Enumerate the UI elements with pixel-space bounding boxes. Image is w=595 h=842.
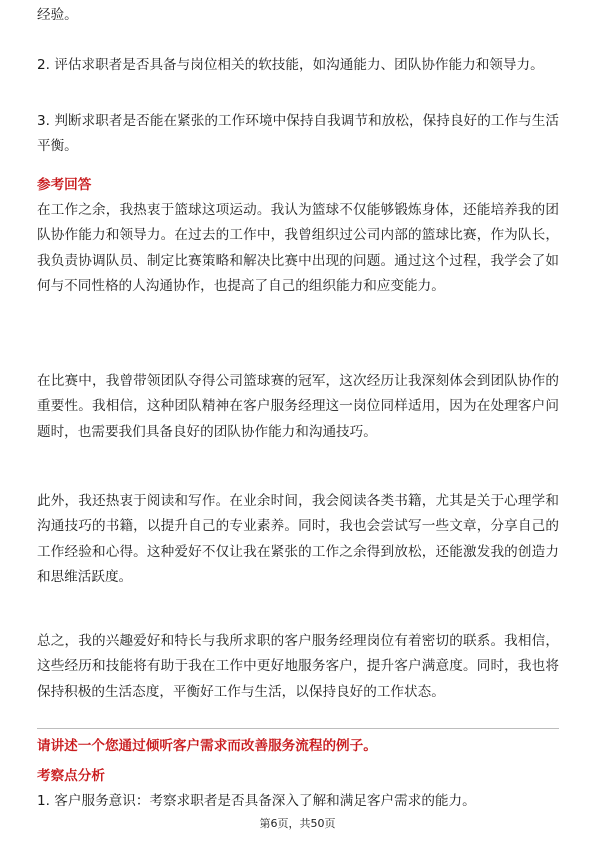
criterion-item-2: 2. 评估求职者是否具备与岗位相关的软技能，如沟通能力、团队协作能力和领导力。 <box>37 57 544 73</box>
answer-paragraph-2: 在比赛中，我曾带领团队夺得公司篮球赛的冠军，这次经历让我深刻体会到团队协作的重要性。我相信，这种团队精神在客户服务经理这一岗位同样适用，因为在处理客户问题时，也需要我们具备良好的团队协作能力和沟通技巧。 <box>37 373 559 440</box>
criterion-item-3: 3. 判断求职者是否能在紧张的工作环境中保持自我调节和放松，保持良好的工作与生活平衡。 <box>37 113 559 155</box>
answer-paragraph-4: 总之，我的兴趣爱好和特长与我所求职的客户服务经理岗位有着密切的联系。我相信，这些经历和技能将有助于我在工作中更好地服务客户，提升客户满意度。同时，我也将保持积极的生活态度，平衡好工作与生活，以保持良好的工作状态。 <box>37 633 559 700</box>
page-number: 第6页，共50页 <box>259 817 336 830</box>
intro-line-tail: 经验。 <box>37 7 78 23</box>
analysis-item-1: 1. 客户服务意识：考察求职者是否具备深入了解和满足客户需求的能力。 <box>37 793 476 809</box>
reference-answer-heading: 参考回答 <box>37 177 92 193</box>
section-divider <box>37 728 559 729</box>
analysis-heading: 考察点分析 <box>37 768 105 784</box>
answer-paragraph-3: 此外，我还热衷于阅读和写作。在业余时间，我会阅读各类书籍，尤其是关于心理学和沟通技巧的书籍，以提升自己的专业素养。同时，我也会尝试写一些文章，分享自己的工作经验和心得。这种爱好不仅让我在紧张的工作之余得到放松，还能激发我的创造力和思维活跃度。 <box>37 493 559 585</box>
answer-paragraph-1: 在工作之余，我热衷于篮球这项运动。我认为篮球不仅能够锻炼身体，还能培养我的团队协作能力和领导力。在过去的工作中，我曾组织过公司内部的篮球比赛，作为队长，我负责协调队员、制定比赛策略和解决比赛中出现的问题。通过这个过程，我学会了如何与不同性格的人沟通协作，也提高了自己的组织能力和应变能力。 <box>37 202 559 294</box>
question-title: 请讲述一个您通过倾听客户需求而改善服务流程的例子。 <box>37 738 377 754</box>
